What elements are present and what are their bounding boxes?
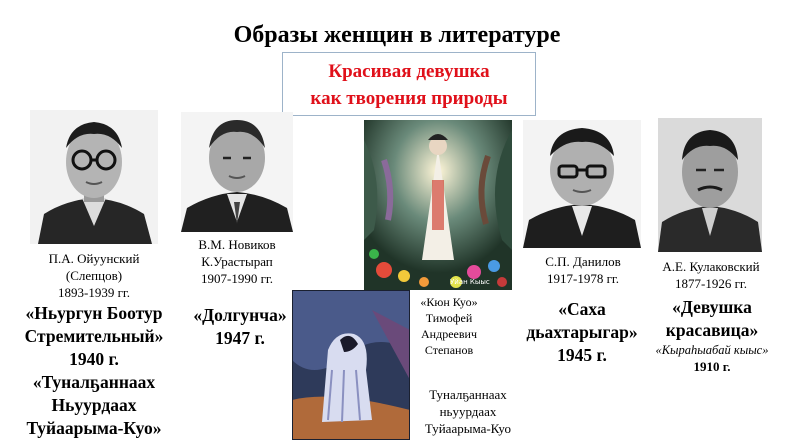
kulakovsky-original-title: «Кыраһыабай кыыс» xyxy=(655,343,769,357)
author-name: А.Е. Кулаковский xyxy=(662,259,760,274)
kulakovsky-work-year: 1910 г. xyxy=(693,359,731,374)
author-danilov-caption xyxy=(520,253,646,287)
novikov-works xyxy=(178,304,302,350)
subtitle-box xyxy=(282,52,536,116)
work-year: 1947 г. xyxy=(215,328,265,348)
author-name: С.П. Данилов xyxy=(545,254,621,269)
work-year: 1940 г. xyxy=(69,349,119,369)
author-years: 1877-1926 гг. xyxy=(674,276,748,291)
work-title: «Саха xyxy=(558,299,606,319)
painting-author: Андреевич xyxy=(421,327,477,341)
work-title: «Девушка xyxy=(672,297,752,317)
portrait-oyunsky xyxy=(30,110,158,244)
author-name: В.М. Новиков xyxy=(198,237,276,252)
subtitle-line: Красивая девушка xyxy=(328,61,490,82)
painting-tunalkhannaakh xyxy=(292,290,410,440)
work-title: дьахтарыгар» xyxy=(526,322,638,342)
author-name: П.А. Ойуунский xyxy=(48,251,140,266)
work-title: Стремительный» xyxy=(24,326,164,346)
work-title: Ньуурдаах xyxy=(51,395,137,415)
work-title: красавица» xyxy=(665,320,759,340)
work-title: «Ньургун Боотур xyxy=(25,303,163,323)
portrait-novikov xyxy=(181,112,293,232)
danilov-works xyxy=(512,298,652,367)
author-alias: К.Урастырап xyxy=(201,254,273,269)
author-years: 1907-1990 гг. xyxy=(200,271,274,286)
oyunsky-works xyxy=(0,302,188,440)
painting-title: Туйаарыма-Куо xyxy=(424,421,512,436)
subtitle-line: как творения природы xyxy=(310,88,508,109)
painting-kyun-kuo-caption xyxy=(412,294,486,358)
author-years: 1917-1978 гг. xyxy=(546,271,620,286)
work-year: 1945 г. xyxy=(557,345,607,365)
painting-title: «Кюн Куо» xyxy=(420,295,478,309)
work-title: Туйаарыма-Куо» xyxy=(26,418,162,438)
author-alias: (Слепцов) xyxy=(65,268,123,283)
painting-signature: Уйан Кыыс xyxy=(450,278,490,286)
author-oyunsky-caption xyxy=(20,250,168,301)
author-years: 1893-1939 гг. xyxy=(57,285,131,300)
painting-title: ньуурдаах xyxy=(439,404,497,419)
painting-author: Степанов xyxy=(424,343,474,357)
painting-tunalkhannaakh-caption xyxy=(414,386,522,437)
portrait-danilov xyxy=(523,120,641,248)
work-title: «Долгунча» xyxy=(193,305,287,325)
work-title: «Туналҕаннаах xyxy=(32,372,156,392)
author-novikov-caption xyxy=(172,236,302,287)
author-kulakovsky-caption xyxy=(644,258,778,292)
kulakovsky-works xyxy=(648,296,776,342)
painting-kyun-kuo xyxy=(364,120,512,290)
painting-title: Туналҕаннаах xyxy=(429,387,507,402)
painting-author: Тимофей xyxy=(425,311,473,325)
portrait-kulakovsky xyxy=(658,118,762,252)
slide-title: Образы женщин в литературе xyxy=(233,22,561,48)
